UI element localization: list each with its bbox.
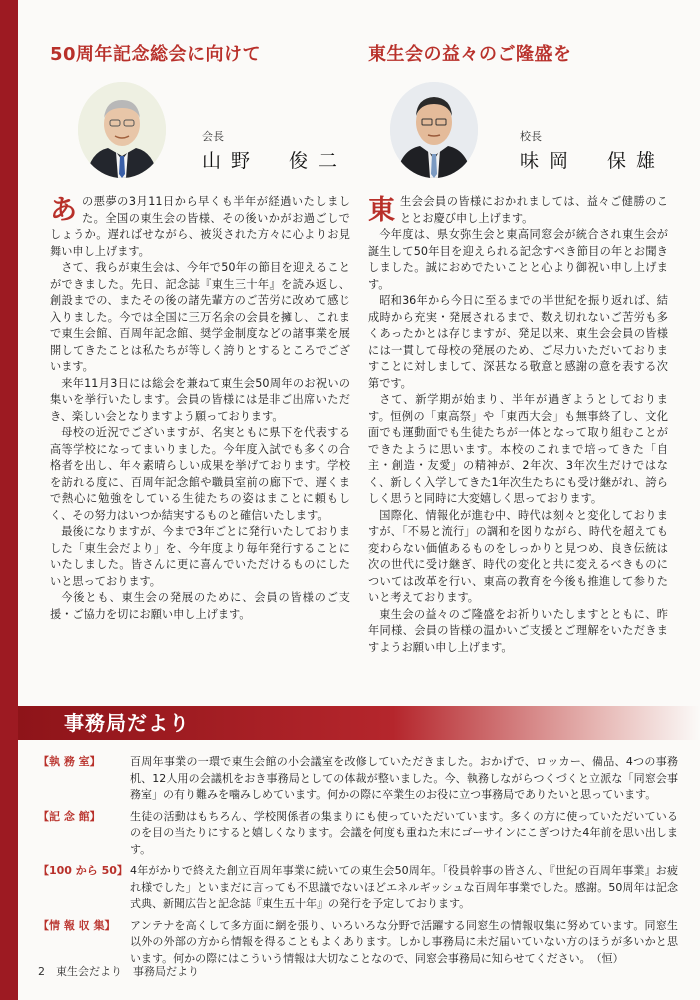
principal-photo bbox=[390, 82, 478, 178]
paragraph: 母校の近況でございますが、名実ともに県下を代表する高等学校になってまいりました。今年度入試でも多くの合格者を出し、年々素晴らしい成果を挙げております。学校を訪れる度に、百周年記念館や職員室前の廊下で、遅くまで熱心に勉強をしている生徒たちの姿はまことに頼もしく、その努力はいつか結実するものと確信いたします。 bbox=[50, 426, 350, 522]
item-label: 【記 念 館】 bbox=[38, 809, 101, 823]
president-role: 会長 bbox=[202, 130, 224, 143]
president-body bbox=[50, 194, 350, 623]
principal-profile bbox=[368, 82, 668, 192]
paragraph: 来年11月3日には総会を兼ねて東生会50周年のお祝いの集いを挙行いたします。会員の皆様には是非ご出席いただき、楽しい会となりますよう願っております。 bbox=[50, 376, 350, 423]
principal-portrait-icon bbox=[390, 82, 478, 178]
list-item bbox=[38, 863, 678, 913]
list-item bbox=[38, 918, 678, 968]
item-text: 百周年事業の一環で東生会館の小会議室を改修していただきました。おかげで、ロッカー、備品、4つの事務机、12人用の会議机をおき事務局としての体裁が整いました。今、執務しながらつくづくと立派な「同窓会事務室」の有り難みを噛みしめています。何かの際に卒業生のお役に立つ事務局でありたいと思っています。 bbox=[130, 755, 678, 801]
paragraph: 最後になりますが、今まで3年ごとに発行いたしておりました「東生会だより」を、今年度より毎年発行することにいたしました。皆さんに更に喜んでいただけるものにしたいと思っております。 bbox=[50, 525, 350, 588]
list-item bbox=[38, 754, 678, 804]
paragraph: さて、新学期が始まり、半年が過ぎようとしております。恒例の「東高祭」や「東西大会」も無事終了し、文化面でも運動面でも生徒たちが一体となって取り組むことができたように思います。本校のこれまで培ってきた「自主・創造・友愛」の精神が、2年次、3年次生だけではなく、新しく入学してきた1年次生たちにも受け継がれ、誇らしく思うと同時に大変嬉しく思っております。 bbox=[368, 393, 668, 505]
president-dropcap: あ bbox=[50, 195, 77, 226]
item-label: 【執 務 室】 bbox=[38, 755, 101, 768]
page-footer: 2 東生会だより 事務局だより bbox=[38, 965, 199, 978]
principal-name: 味岡 保雄 bbox=[520, 150, 666, 172]
item-label: 【情 報 収 集】 bbox=[38, 918, 116, 932]
president-profile bbox=[50, 82, 350, 192]
office-news-list bbox=[38, 754, 678, 972]
list-item bbox=[38, 809, 678, 859]
president-portrait-icon bbox=[78, 82, 166, 178]
paragraph: 今後とも、東生会の発展のために、会員の皆様のご支援・ご協力を切にお願い申し上げます。 bbox=[50, 591, 350, 621]
principal-message bbox=[368, 40, 668, 656]
paragraph: 昭和36年から今日に至るまでの半世紀を振り返れば、結成時から充実・発展されるまで、数え切れないご苦労も多くあったかとは存じますが、発足以来、東生会会員の皆様には一貫して母校の発展のため、ご尽力いただいておりますことに対しまして、深甚なる敬意と感謝の意を表する次第です。 bbox=[368, 294, 668, 390]
office-section-title: 事務局だより bbox=[64, 711, 190, 735]
office-section-band bbox=[18, 706, 700, 740]
president-message bbox=[50, 40, 350, 623]
president-name: 山野 俊二 bbox=[202, 150, 348, 172]
principal-dropcap: 東 bbox=[368, 195, 395, 226]
principal-body bbox=[368, 194, 668, 656]
paragraph: 今年度は、県女弥生会と東高同窓会が統合され東生会が誕生して50年目を迎えられる記念すべき節目の年とお聞きしました。誠におめでたいことと心より御祝い申し上げます。 bbox=[368, 228, 668, 291]
president-heading: 50周年記念総会に向けて bbox=[50, 44, 262, 65]
item-text: 生徒の活動はもちろん、学校関係者の集まりにも使っていただいています。多くの方に使っていただいているのを目の当たりにすると嬉しくなります。会議を何度も重ねた末にゴーサインにこぎつけた4年前を思い出します。 bbox=[130, 809, 678, 856]
president-photo bbox=[78, 82, 166, 178]
item-text: アンテナを高くして多方面に網を張り、いろいろな分野で活躍する同窓生の情報収集に努めています。同窓生以外の外部の方から情報を得ることもよくあります。しかし事務局に未だ届いていない方のほうが多いかと思います。何かの際にはこういう情報は大切なことなので、同窓会事務局に知らせてください。 （恒） bbox=[130, 918, 678, 965]
paragraph: 東生会の益々のご隆盛をお祈りいたしますとともに、昨年同様、会員の皆様の温かいご支援とご理解をいただきますようお願い申し上げます。 bbox=[368, 607, 668, 654]
paragraph: 生会会員の皆様におかれましては、益々ご健勝のこととお慶び申し上げます。 bbox=[400, 195, 668, 225]
item-label: 【100 から 50】 bbox=[38, 864, 128, 877]
left-accent-bar bbox=[0, 0, 18, 1000]
principal-heading: 東生会の益々のご隆盛を bbox=[368, 44, 572, 65]
paragraph: の悪夢の3月11日から早くも半年が経過いたしました。全国の東生会の皆様、その後いかがお過ごしでしょうか。遅ればせながら、被災された方々に心よりお見舞い申し上げます。 bbox=[50, 195, 350, 258]
paragraph: 国際化、情報化が進む中、時代は刻々と変化しておりますが、「不易と流行」の調和を図りながら、時代を超えても変わらない価値あるものをしっかりと見つめ、良き伝統は次の世代に受け継ぎ、時代の変化と共に変えるべきものについては改革を行い、東高の教育を今後も推進して参りたいと考えております。 bbox=[368, 508, 668, 604]
item-text: 4年がかりで終えた創立百周年事業に続いての東生会50周年。「役員幹事の皆さん、『世紀の百周年事業』お疲れ様でした」といまだに言っても不思議でないほどエネルギッシュな百周年事業でした。感謝。50周年は記念式典、新聞広告と記念誌『東生五十年』の発行を予定しております。 bbox=[130, 864, 678, 910]
principal-role: 校長 bbox=[520, 130, 542, 143]
paragraph: さて、我らが東生会は、今年で50年の節目を迎えることができました。先日、記念誌『東生三十年』を読み返し、創設までの、またその後の諸先輩方のご苦労に改めて感じ入りました。今では全国に三万名余の会員を擁し、これまで東生会館、百周年記念館、奨学金制度などの諸事業を展開してきたことは私たちが等しく誇りとするところでございます。 bbox=[50, 261, 350, 373]
